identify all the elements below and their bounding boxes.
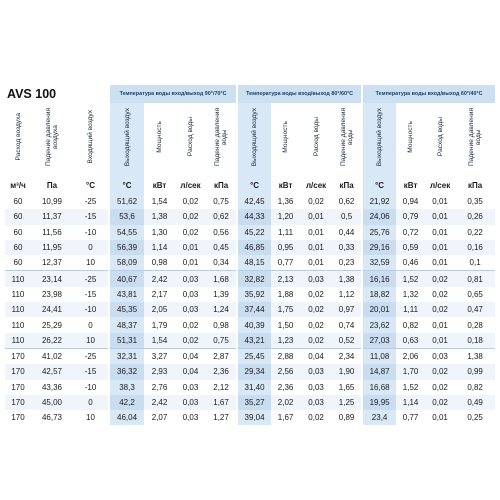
table-cell: 2,34 xyxy=(332,348,362,364)
column-label-left-1 xyxy=(31,103,73,176)
unit-cell: кВт xyxy=(403,180,418,190)
table-cell: 0,5 xyxy=(332,209,362,224)
table-cell: 0,01 xyxy=(432,320,448,330)
table-cell: 1,23 xyxy=(271,333,300,349)
table-cell: 1,12 xyxy=(338,289,355,299)
table-cell: 2,06 xyxy=(396,348,425,364)
table-row xyxy=(5,271,495,287)
column-label-group xyxy=(332,103,362,176)
table-row xyxy=(5,240,495,255)
column-label-text: Мощность xyxy=(407,121,415,153)
performance-table xyxy=(5,85,495,425)
unit-cell: кВт xyxy=(278,180,293,190)
table-cell: 0,79 xyxy=(396,209,425,224)
table-cell: 0,03 xyxy=(175,271,206,287)
table-cell: 0,82 xyxy=(402,320,419,330)
table-cell: -15 xyxy=(84,289,97,299)
table-row xyxy=(5,287,495,302)
table-cell: -25 xyxy=(84,197,97,207)
table-cell: 0,97 xyxy=(332,302,362,317)
table-cell: 1,38 xyxy=(455,348,495,364)
table-cell: 11,08 xyxy=(362,348,396,364)
table-cell: 0,89 xyxy=(338,413,355,423)
table-cell: 0,02 xyxy=(432,382,448,392)
unit-cell: °C xyxy=(86,180,95,190)
table-cell: 0,01 xyxy=(308,227,324,237)
column-label-text: Выходящий воздух xyxy=(376,107,384,167)
table-cell: 0,28 xyxy=(467,320,483,330)
table-cell: 0 xyxy=(73,240,109,255)
table-cell: 0,02 xyxy=(308,320,324,330)
table-cell: -10 xyxy=(84,382,97,392)
table-cell: 0,35 xyxy=(467,197,483,207)
table-cell: 19,95 xyxy=(362,395,396,410)
table-cell: 48,15 xyxy=(237,255,271,271)
table-cell: 0,04 xyxy=(175,364,206,379)
table-cell: 58,09 xyxy=(109,255,144,271)
unit-cell: Па xyxy=(46,180,58,190)
table-cell: 20,01 xyxy=(362,302,396,317)
column-label-text: Расход воздуха xyxy=(14,113,22,161)
table-row xyxy=(5,364,495,379)
table-cell: 1,67 xyxy=(277,413,294,423)
table-cell: 41,02 xyxy=(31,348,73,364)
table-cell: 56,39 xyxy=(109,240,144,255)
table-cell: 46,73 xyxy=(41,413,63,423)
table-cell: 0,22 xyxy=(467,227,483,237)
unit-cell: кПа xyxy=(213,180,229,190)
table-cell: 1,88 xyxy=(277,289,294,299)
table-cell: 1,11 xyxy=(396,302,425,317)
table-cell: 1,50 xyxy=(277,320,294,330)
table-cell: 110 xyxy=(11,289,25,299)
table-cell: 0,04 xyxy=(175,348,206,364)
table-cell: 16,16 xyxy=(362,271,396,287)
column-label-text: Падение давления воздуха xyxy=(45,107,59,167)
table-cell: 0,02 xyxy=(175,209,206,224)
table-cell: 38,3 xyxy=(109,380,144,395)
table-row xyxy=(5,209,495,224)
table-cell: 0,01 xyxy=(425,240,455,255)
table-cell: 0,59 xyxy=(396,240,425,255)
table-cell: 1,30 xyxy=(151,227,168,237)
column-label-group xyxy=(271,103,300,176)
table-cell: 0,34 xyxy=(213,258,229,268)
column-label-group xyxy=(206,103,237,176)
table-cell: 1,24 xyxy=(206,302,237,317)
table-cell: 2,42 xyxy=(144,395,175,410)
table-cell: 0,56 xyxy=(213,227,229,237)
table-cell: 0,01 xyxy=(300,240,332,255)
column-label-text: Расход воды xyxy=(312,117,320,157)
column-label-group xyxy=(396,103,425,176)
table-cell: 45,22 xyxy=(237,225,271,240)
table-cell: 26,22 xyxy=(31,333,73,349)
table-cell: 0,98 xyxy=(151,258,168,268)
table-cell: 2,93 xyxy=(144,364,175,379)
table-cell: 0,03 xyxy=(175,395,206,410)
column-label-text: Мощность xyxy=(282,121,290,153)
table-cell: 1,67 xyxy=(206,395,237,410)
table-cell: 14,87 xyxy=(362,364,396,379)
table-cell: 43,36 xyxy=(41,382,63,392)
table-cell: 0,02 xyxy=(425,364,455,379)
column-label-text: Выходящий воздух xyxy=(251,107,259,167)
table-cell: 0,94 xyxy=(402,197,419,207)
table-cell: 51,31 xyxy=(109,333,144,349)
table-cell: 0,75 xyxy=(213,197,229,207)
group-header-80-60: Температура воды вход/выход 80°/60°C xyxy=(237,85,362,103)
table-cell: 0,02 xyxy=(182,320,199,330)
table-cell: 16,68 xyxy=(362,380,396,395)
column-label-group xyxy=(237,103,271,176)
table-cell: 23,62 xyxy=(362,317,396,332)
table-cell: 31,40 xyxy=(237,380,271,395)
table-cell: 2,05 xyxy=(144,302,175,317)
table-cell: 29,16 xyxy=(362,240,396,255)
table-cell: 1,11 xyxy=(278,227,294,237)
table-cell: 0,03 xyxy=(182,413,199,423)
table-cell: 170 xyxy=(11,382,25,392)
table-cell: 2,13 xyxy=(271,271,300,287)
table-cell: 0,02 xyxy=(308,197,324,207)
table-cell: 0,99 xyxy=(455,364,495,379)
table-cell: 0,02 xyxy=(425,395,455,410)
table-cell: 60 xyxy=(13,227,23,237)
table-cell: 2,12 xyxy=(213,382,229,392)
table-cell: 0,72 xyxy=(402,227,419,237)
table-cell: 2,87 xyxy=(206,348,237,364)
table-cell: 1,38 xyxy=(144,209,175,224)
table-row xyxy=(5,348,495,364)
table-cell: 1,79 xyxy=(151,320,168,330)
table-cell: 0,77 xyxy=(402,413,419,423)
table-cell: 0,02 xyxy=(308,413,324,423)
table-cell: 0,02 xyxy=(175,333,206,349)
table-row xyxy=(5,317,495,332)
column-labels-row xyxy=(5,103,495,176)
table-cell: 110 xyxy=(5,271,31,287)
table-cell: 0,03 xyxy=(300,364,332,379)
table-cell: 1,27 xyxy=(213,413,229,423)
unit-cell: кПа xyxy=(468,180,483,190)
table-cell: 170 xyxy=(5,395,31,410)
table-cell: 0,03 xyxy=(300,395,332,410)
table-cell: 0,03 xyxy=(300,271,332,287)
table-cell: 0,01 xyxy=(425,209,455,224)
table-cell: 43,21 xyxy=(237,333,271,349)
table-cell: 35,92 xyxy=(237,287,271,302)
unit-cell: м³/ч xyxy=(10,180,26,190)
table-cell: -25 xyxy=(73,271,109,287)
table-cell: 170 xyxy=(5,348,31,364)
table-cell: 3,27 xyxy=(144,348,175,364)
table-cell: 0,04 xyxy=(300,348,332,364)
table-cell: 44,33 xyxy=(237,209,271,224)
table-cell: 0,01 xyxy=(175,240,206,255)
table-cell: 0,02 xyxy=(182,197,199,207)
table-cell: 0,25 xyxy=(467,413,483,423)
table-cell: 46,04 xyxy=(109,410,144,425)
table-cell: 0,62 xyxy=(206,209,237,224)
table-cell: 23,4 xyxy=(362,410,396,425)
table-cell: 1,52 xyxy=(396,271,425,287)
table-cell: 0,52 xyxy=(332,333,362,349)
table-cell: 0 xyxy=(88,320,93,330)
table-cell: 48,37 xyxy=(109,317,144,332)
table-cell: 0,1 xyxy=(469,258,481,268)
table-cell: 0,75 xyxy=(206,333,237,349)
table-cell: 37,44 xyxy=(237,302,271,317)
table-cell: 11,37 xyxy=(31,209,73,224)
table-cell: 0 xyxy=(73,395,109,410)
table-cell: 10 xyxy=(86,413,95,423)
table-cell: 0,18 xyxy=(455,333,495,349)
table-cell: 53,6 xyxy=(109,209,144,224)
column-label-text: Расход воды xyxy=(187,117,195,157)
table-cell: 0,01 xyxy=(432,258,448,268)
unit-cell: л/сек xyxy=(180,180,201,190)
table-cell: 42,57 xyxy=(31,364,73,379)
table-body xyxy=(5,194,495,425)
table-cell: 1,54 xyxy=(144,333,175,349)
table-cell: 32,31 xyxy=(109,348,144,364)
table-cell: 2,36 xyxy=(277,382,294,392)
table-cell: 0,02 xyxy=(182,227,199,237)
table-cell: 0,02 xyxy=(432,289,448,299)
table-cell: 2,02 xyxy=(271,395,300,410)
table-cell: 0,49 xyxy=(455,395,495,410)
group-header-90-70: Температура воды вход/выход 90°/70°C xyxy=(109,85,237,103)
table-cell: 1,75 xyxy=(271,302,300,317)
table-cell: 32,59 xyxy=(362,255,396,271)
table-cell: 54,55 xyxy=(109,225,144,240)
unit-cell: кПа xyxy=(339,180,354,190)
column-label-text: Выходящий воздух xyxy=(123,107,131,167)
table-cell: 0,74 xyxy=(338,320,355,330)
table-cell: 0,02 xyxy=(300,333,332,349)
column-label-text: Расход воды xyxy=(436,117,444,157)
table-cell: 25,45 xyxy=(237,348,271,364)
table-cell: 11,95 xyxy=(31,240,73,255)
table-row xyxy=(5,255,495,271)
table-cell: 0,23 xyxy=(338,258,355,268)
table-cell: 2,88 xyxy=(271,348,300,364)
table-cell: 32,82 xyxy=(237,271,271,287)
table-cell: 1,20 xyxy=(271,209,300,224)
table-cell: 0,77 xyxy=(277,258,294,268)
table-cell: 110 xyxy=(5,333,31,349)
table-cell: 0,16 xyxy=(455,240,495,255)
table-cell: 2,76 xyxy=(151,382,168,392)
table-cell: 0,82 xyxy=(467,382,483,392)
column-label-group xyxy=(300,103,332,176)
table-cell: 42,45 xyxy=(237,194,271,209)
unit-cell: кВт xyxy=(152,180,167,190)
table-cell: 11,56 xyxy=(42,227,62,237)
table-cell: 0,03 xyxy=(175,302,206,317)
table-cell: -15 xyxy=(73,364,109,379)
table-cell: 40,39 xyxy=(237,317,271,332)
table-cell: 0,01 xyxy=(300,209,332,224)
table-cell: 24,06 xyxy=(362,209,396,224)
table-cell: 10 xyxy=(86,258,95,268)
table-cell: 2,56 xyxy=(271,364,300,379)
table-cell: 51,62 xyxy=(109,194,144,209)
table-cell: 2,42 xyxy=(144,271,175,287)
table-cell: 27,03 xyxy=(362,333,396,349)
table-cell: 45,00 xyxy=(31,395,73,410)
column-label-text: Падение давления воды xyxy=(339,107,354,167)
table-cell: 1,39 xyxy=(213,289,229,299)
table-cell: 18,82 xyxy=(362,287,396,302)
column-label-group xyxy=(144,103,175,176)
table-cell: 1,70 xyxy=(396,364,425,379)
table-row xyxy=(5,410,495,425)
column-label-text: Входящий воздух xyxy=(87,110,95,164)
table-cell: 39,04 xyxy=(237,410,271,425)
table-cell: 0,46 xyxy=(402,258,419,268)
table-cell: 23,98 xyxy=(41,289,63,299)
table-cell: 10 xyxy=(73,333,109,349)
table-cell: 43,81 xyxy=(109,287,144,302)
table-cell: 110 xyxy=(5,302,31,317)
units-row xyxy=(5,176,495,194)
table-cell: 1,52 xyxy=(402,382,419,392)
table-cell: 0,02 xyxy=(425,271,455,287)
column-label-group xyxy=(175,103,206,176)
table-cell: 0,01 xyxy=(308,258,324,268)
table-cell: 0,02 xyxy=(300,302,332,317)
table-cell: 1,14 xyxy=(144,240,175,255)
table-cell: 0,02 xyxy=(308,289,324,299)
unit-cell: °C xyxy=(237,176,271,194)
table-cell: 46,85 xyxy=(237,240,271,255)
table-cell: 0,98 xyxy=(213,320,229,330)
table-row xyxy=(5,380,495,395)
table-cell: 1,14 xyxy=(396,395,425,410)
table-cell: 1,65 xyxy=(338,382,355,392)
table-cell: 2,17 xyxy=(151,289,168,299)
table-cell: 0,03 xyxy=(182,289,199,299)
table-cell: -15 xyxy=(73,209,109,224)
table-cell: -25 xyxy=(73,348,109,364)
table-cell: 60 xyxy=(13,258,23,268)
table-cell: 1,25 xyxy=(332,395,362,410)
table-cell: 0,45 xyxy=(206,240,237,255)
table-cell: 110 xyxy=(11,320,25,330)
table-cell: 0,01 xyxy=(432,197,448,207)
table-cell: 1,90 xyxy=(332,364,362,379)
table-cell: -10 xyxy=(84,227,97,237)
table-row xyxy=(5,333,495,349)
table-cell: 0,33 xyxy=(332,240,362,255)
table-cell: 0,02 xyxy=(425,302,455,317)
column-label-left-2 xyxy=(73,103,109,176)
table-cell: 1,36 xyxy=(277,197,294,207)
table-cell: -10 xyxy=(73,302,109,317)
column-label-text: Мощность xyxy=(156,121,164,153)
table-cell: 0,01 xyxy=(182,258,199,268)
table-cell: 0,01 xyxy=(425,333,455,349)
table-cell: 0,63 xyxy=(396,333,425,349)
table-cell: 23,14 xyxy=(31,271,73,287)
table-cell: 40,67 xyxy=(109,271,144,287)
table-cell: 1,68 xyxy=(206,271,237,287)
table-cell: 12,37 xyxy=(41,258,63,268)
table-row xyxy=(5,194,495,209)
table-cell: 25,76 xyxy=(362,225,396,240)
table-cell: 60 xyxy=(13,197,23,207)
model-title: AVS 100 xyxy=(7,87,57,101)
unit-cell: °C xyxy=(109,176,144,194)
table-cell: 0,03 xyxy=(182,382,199,392)
table-cell: 0,03 xyxy=(308,382,324,392)
table-cell: 1,54 xyxy=(151,197,168,207)
table-row xyxy=(5,225,495,240)
table-cell: 0,81 xyxy=(455,271,495,287)
column-label-text: Падение давления воды xyxy=(214,107,229,167)
unit-cell: л/сек xyxy=(429,180,451,190)
table-cell: 1,32 xyxy=(402,289,419,299)
table-cell: 0,44 xyxy=(338,227,355,237)
table-cell: 36,32 xyxy=(109,364,144,379)
performance-table-sheet xyxy=(5,85,495,425)
table-cell: 2,07 xyxy=(151,413,168,423)
table-cell: 35,27 xyxy=(237,395,271,410)
table-cell: 0,03 xyxy=(425,348,455,364)
column-label-text: Падение давления воды xyxy=(468,107,483,167)
table-cell: 21,92 xyxy=(362,194,396,209)
table-cell: 45,35 xyxy=(109,302,144,317)
table-cell: 10,99 xyxy=(41,197,63,207)
group-header-60-40: Температура воды вход/выход 60°/40°C xyxy=(362,85,495,103)
column-label-group xyxy=(425,103,455,176)
table-cell: 0,26 xyxy=(455,209,495,224)
table-cell: 29,34 xyxy=(237,364,271,379)
table-cell: 60 xyxy=(5,209,31,224)
table-cell: 25,29 xyxy=(41,320,63,330)
table-cell: 170 xyxy=(11,413,25,423)
table-cell: 0,01 xyxy=(432,413,448,423)
table-cell: 1,38 xyxy=(332,271,362,287)
column-label-group xyxy=(362,103,396,176)
table-cell: 170 xyxy=(5,364,31,379)
table-cell: 0,62 xyxy=(338,197,355,207)
unit-cell: л/сек xyxy=(305,180,327,190)
table-cell: 0,47 xyxy=(455,302,495,317)
table-cell: 2,36 xyxy=(206,364,237,379)
column-label-group xyxy=(455,103,495,176)
unit-cell: °C xyxy=(362,176,396,194)
table-row xyxy=(5,302,495,317)
table-cell: 0,01 xyxy=(432,227,448,237)
table-cell: 0,65 xyxy=(467,289,483,299)
column-label-group xyxy=(109,103,144,176)
table-cell: 60 xyxy=(5,240,31,255)
column-label-left-0 xyxy=(5,103,31,176)
table-cell: 24,41 xyxy=(31,302,73,317)
table-row xyxy=(5,395,495,410)
table-cell: 42,2 xyxy=(109,395,144,410)
table-cell: 0,95 xyxy=(271,240,300,255)
